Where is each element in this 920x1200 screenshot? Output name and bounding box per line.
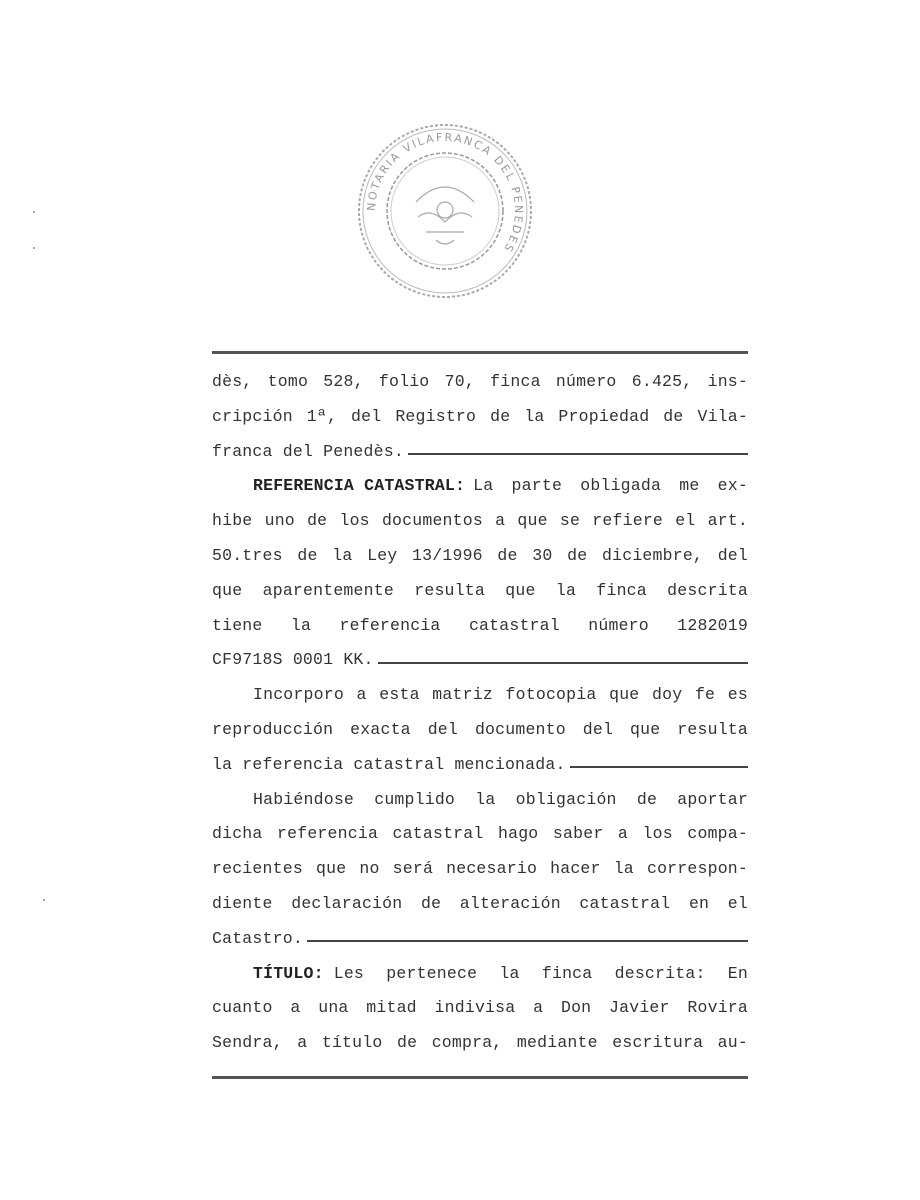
text-line (212, 609, 748, 644)
text-line (212, 469, 748, 504)
scan-speck (33, 247, 35, 249)
text-line (212, 852, 748, 887)
line-text: tiene la referencia catastral número 1282019 (212, 615, 748, 635)
text-line (212, 783, 748, 818)
line-text: Les pertenece la finca descrita: En (333, 963, 748, 983)
text-line (212, 1026, 748, 1061)
text-line (212, 748, 748, 783)
text-line (212, 539, 748, 574)
line-text: franca del Penedès. (212, 441, 404, 461)
text-line (212, 713, 748, 748)
seal-emblem-icon (416, 187, 474, 244)
text-line (212, 887, 748, 922)
text-line (212, 991, 748, 1026)
section-heading-titulo: TÍTULO: (253, 963, 324, 983)
text-line (212, 643, 748, 678)
line-text: Habiéndose cumplido la obligación de aportar (253, 789, 748, 809)
line-text: Sendra, a título de compra, mediante escritura au- (212, 1033, 748, 1053)
text-line (212, 678, 748, 713)
text-line (212, 574, 748, 609)
text-line (212, 365, 748, 400)
text-line (212, 435, 748, 470)
section-heading-referencia: REFERENCIA CATASTRAL: (253, 476, 466, 496)
text-line (212, 817, 748, 852)
line-text: hibe uno de los documentos a que se refiere el art. (212, 511, 748, 531)
line-text: CF9718S 0001 KK. (212, 650, 374, 670)
text-line (212, 400, 748, 435)
svg-text:NOTARIA VILAFRANCA DEL PENEDES (365, 131, 525, 256)
document-body (212, 365, 748, 1061)
fill-dash (570, 766, 748, 768)
bottom-border-rule (212, 1076, 748, 1079)
line-text: dès, tomo 528, folio 70, finca número 6.425, ins- (212, 372, 748, 391)
line-text: cuanto a una mitad indivisa a Don Javier Rovira (212, 998, 748, 1018)
line-text: la referencia catastral mencionada. (212, 754, 566, 774)
scan-speck (33, 211, 35, 213)
top-border-rule (212, 351, 748, 354)
seal-ring-text: NOTARIA VILAFRANCA DEL PENEDES (364, 130, 526, 256)
text-line (212, 922, 748, 957)
line-text: diente declaración de alteración catastral en el (212, 893, 748, 913)
notary-seal (356, 122, 534, 300)
line-text: La parte obligada me ex- (473, 476, 748, 496)
scan-speck (43, 899, 45, 901)
text-line (212, 504, 748, 539)
fill-dash (307, 940, 748, 942)
line-text: cripción 1ª, del Registro de la Propiedad de Vila- (212, 406, 748, 426)
line-text: dicha referencia catastral hago saber a los compa- (212, 824, 748, 844)
line-text: Incorporo a esta matriz fotocopia que doy fe es (253, 685, 748, 705)
line-text: reproducción exacta del documento del que resulta (212, 719, 748, 739)
line-text: Catastro. (212, 928, 303, 948)
line-text: 50.tres de la Ley 13/1996 de 30 de diciembre, del (212, 545, 748, 565)
line-text: que aparentemente resulta que la finca descrita (212, 580, 748, 600)
fill-dash (378, 662, 748, 664)
fill-dash (408, 453, 748, 455)
text-line (212, 957, 748, 992)
line-text: recientes que no será necesario hacer la correspon- (212, 859, 748, 879)
